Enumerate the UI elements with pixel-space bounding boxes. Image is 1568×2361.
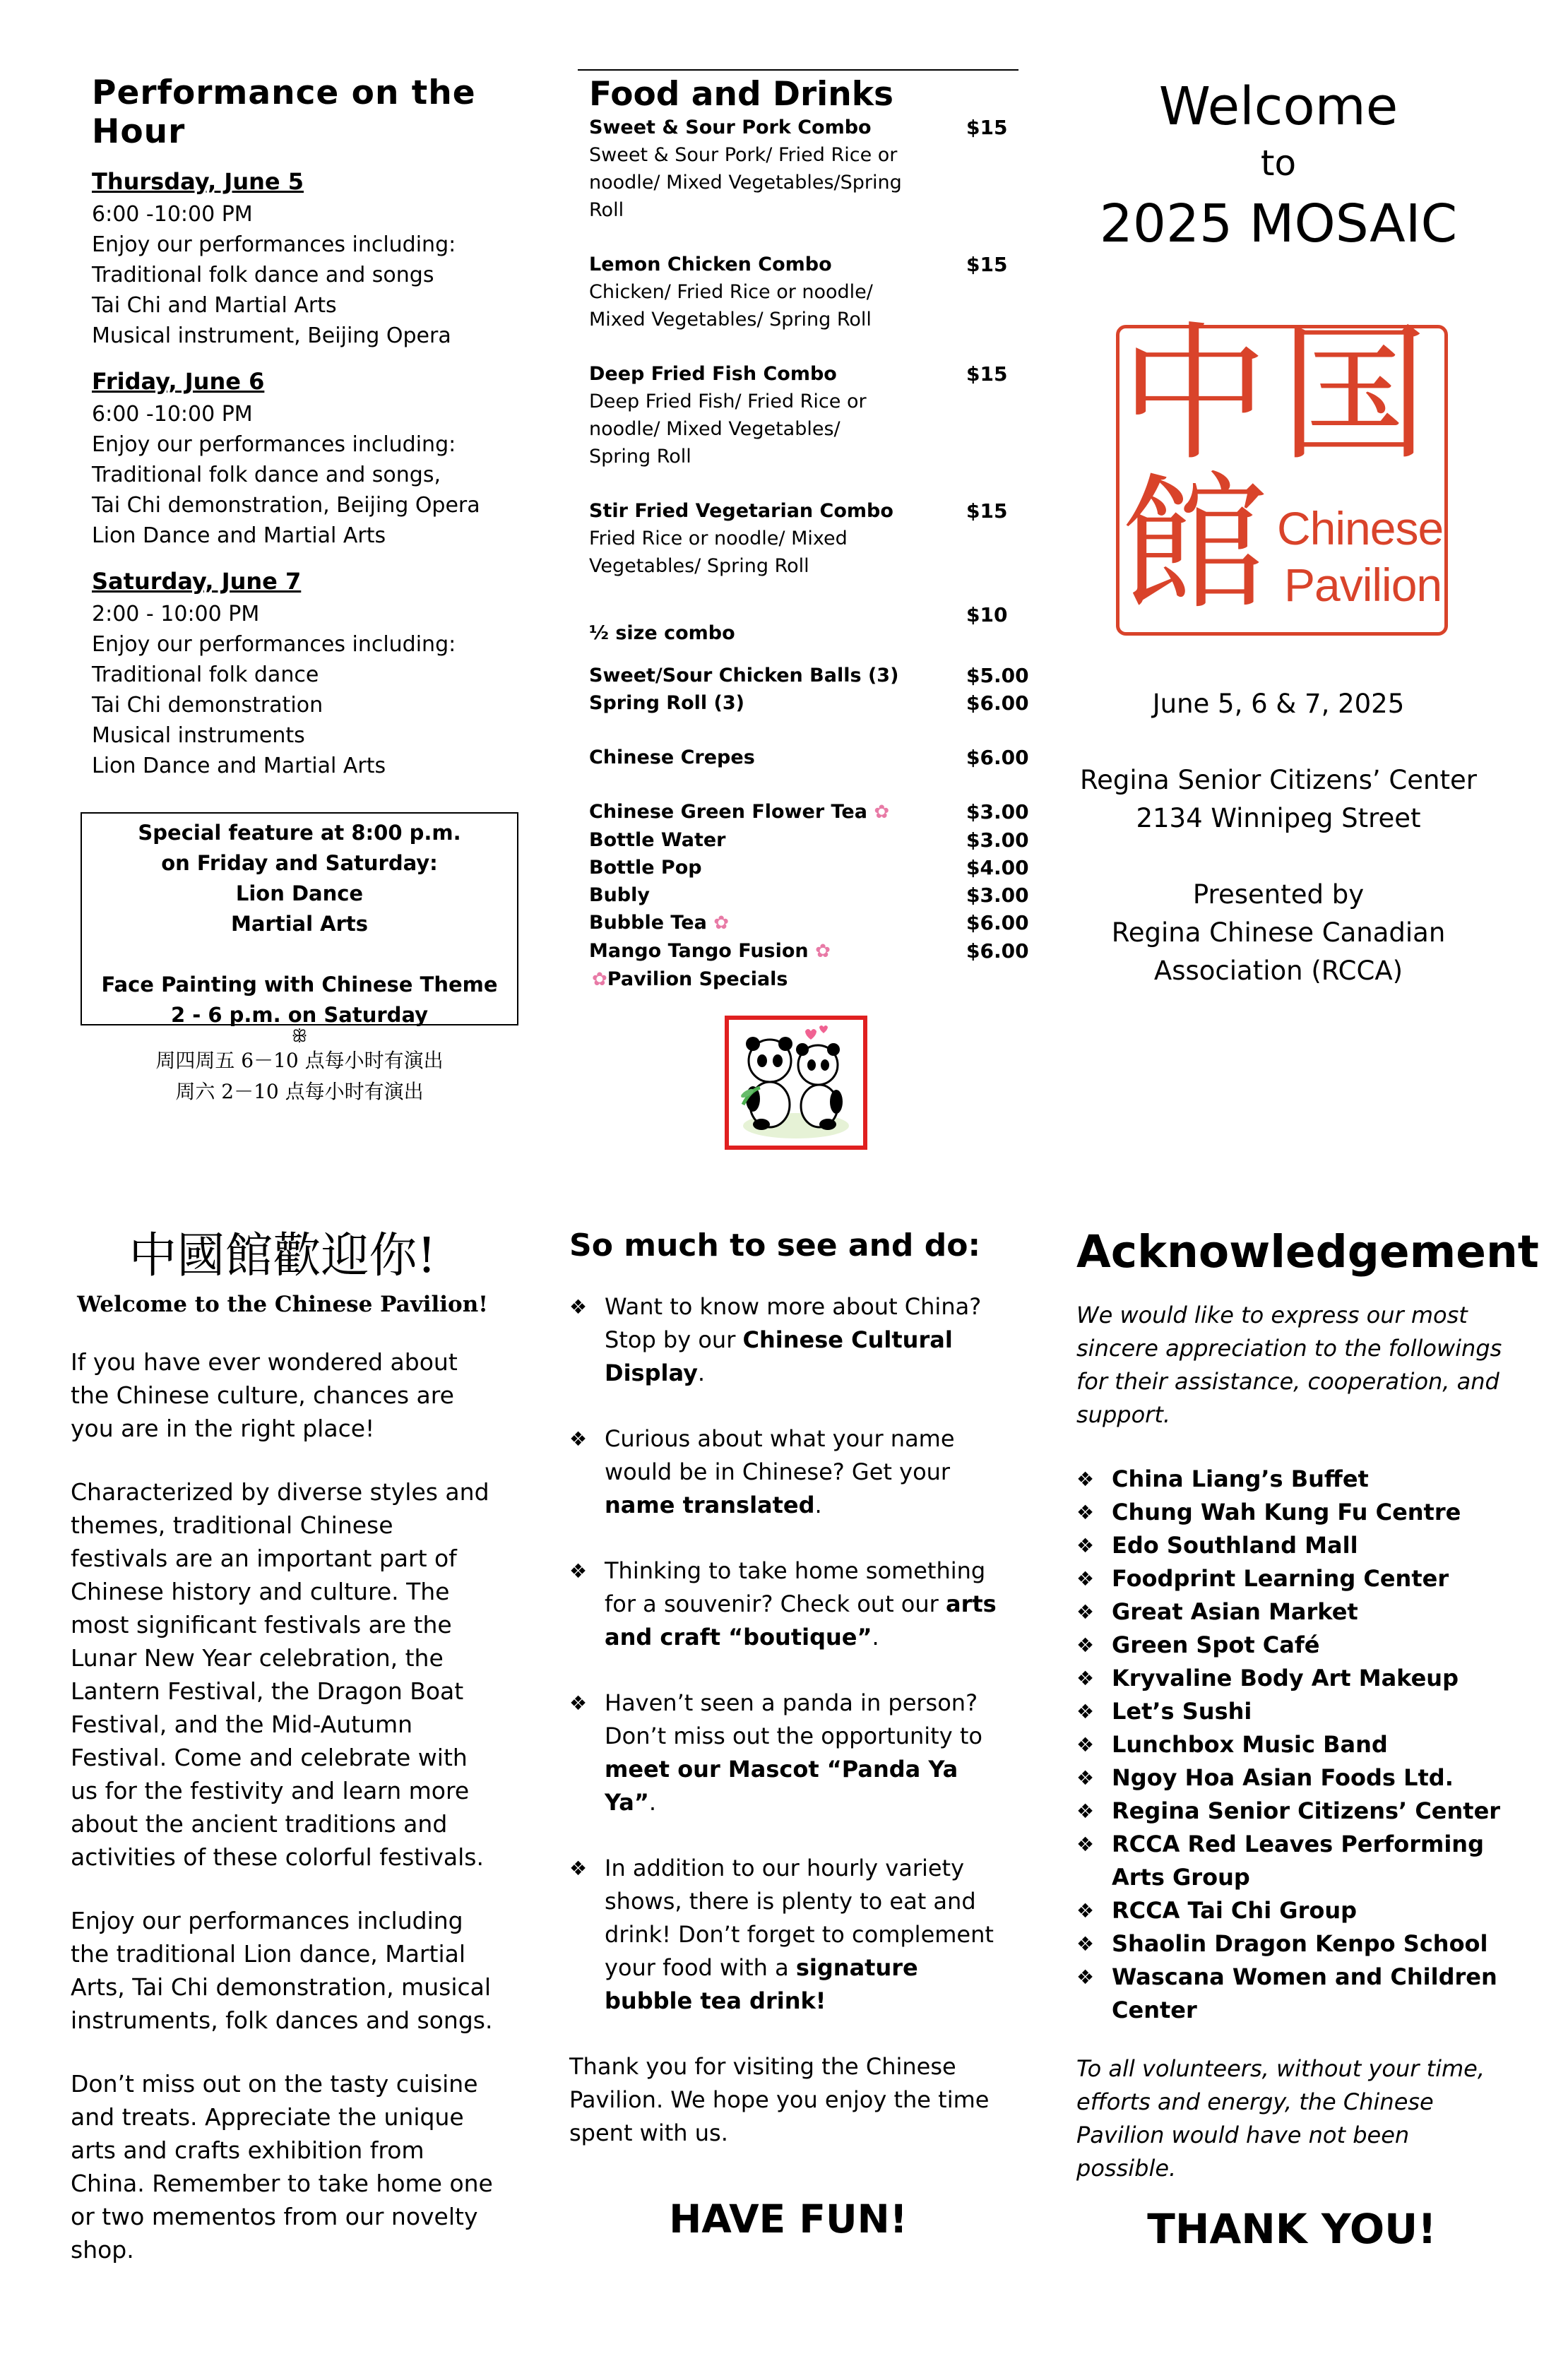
menu-item-name: Deep Fried Fish Combo — [589, 363, 837, 385]
welcome-section — [1059, 75, 1497, 256]
specials-note: Pavilion Specials — [607, 968, 788, 990]
sponsor-list — [1076, 1463, 1507, 2027]
perf-line: 6:00 -10:00 PM — [92, 402, 253, 427]
list-item: ❖ RCCA Red Leaves Performing Arts Group — [1076, 1828, 1507, 1894]
chinese-schedule-line: 周四周五 6－10 点每小时有演出 — [155, 1049, 444, 1072]
performance-day — [92, 168, 544, 351]
list-item: ❖ Kryvaline Body Art Makeup — [1076, 1662, 1507, 1695]
perf-line: Traditional folk dance and songs, — [92, 463, 441, 487]
menu-item — [589, 251, 1027, 333]
presented-by: Presented by — [1192, 879, 1365, 910]
menu-item-price: $15 — [966, 116, 1008, 139]
logo-char: 国 — [1280, 308, 1429, 481]
list-item: ❖ Thinking to take home something for a souvenir? Check out our arts and craft “boutique”. — [569, 1554, 1007, 1654]
bullet-icon: ❖ — [1076, 1600, 1095, 1624]
event-dates: June 5, 6 & 7, 2025 — [1152, 689, 1405, 719]
list-item: ❖ Curious about what your name would be in Chinese? Get your name translated. — [569, 1422, 1007, 1522]
special-line: on Friday and Saturday: — [161, 851, 438, 875]
bullet-icon: ❖ — [1076, 1468, 1095, 1491]
acknowledgement-intro: We would like to express our most sincere appreciation to the followings for their assistance, cooperation, and support. — [1076, 1302, 1502, 1428]
menu-item-name: Lemon Chicken Combo — [589, 254, 832, 275]
acknowledgement-section — [1076, 1226, 1539, 2185]
perf-line: Enjoy our performances including: — [92, 232, 456, 257]
list-item: ❖ Lunchbox Music Band — [1076, 1728, 1507, 1761]
welcome-subtitle: Welcome to the Chinese Pavilion! — [77, 1292, 488, 1317]
ornament-icon: ꕥ — [291, 1026, 308, 1046]
menu-item-name: Bottle Water — [589, 829, 726, 851]
bullet-icon: ❖ — [569, 1857, 588, 1880]
menu-item — [589, 689, 1027, 717]
menu-item-price: $3.00 — [966, 884, 1029, 907]
bullet-icon: ❖ — [1076, 1800, 1095, 1823]
list-item: ❖ Great Asian Market — [1076, 1595, 1507, 1629]
menu-item-name: Mango Tango Fusion — [589, 940, 809, 962]
menu-item-price: $6.00 — [966, 911, 1029, 934]
food-section — [589, 75, 1027, 994]
menu-item — [589, 114, 1027, 224]
menu-item-price: $3.00 — [966, 800, 1029, 823]
menu-item — [589, 937, 1027, 965]
list-item: ❖ China Liang’s Buffet — [1076, 1463, 1507, 1496]
menu-item-desc: Chicken/ Fried Rice or noodle/ — [589, 281, 873, 303]
intro-paragraph: If you have ever wondered about the Chinese culture, chances are you are in the right place! — [71, 1348, 458, 1442]
chinese-schedule — [81, 1027, 518, 1107]
menu-item — [589, 603, 1027, 644]
presenter: Association (RCCA) — [1153, 956, 1403, 986]
menu-item-desc: Roll — [589, 199, 624, 221]
logo-word: Chinese — [1277, 502, 1444, 554]
menu-item-name: Spring Roll (3) — [589, 692, 745, 714]
have-fun: HAVE FUN! — [669, 2196, 908, 2242]
logo-char: 館 — [1120, 458, 1269, 631]
menu-item-name: Chinese Green Flower Tea — [589, 801, 867, 823]
bullet-icon: ❖ — [1076, 1634, 1095, 1657]
menu-item-name: Bubble Tea — [589, 912, 707, 934]
bullet-icon: ❖ — [1076, 1733, 1095, 1756]
chinese-welcome-title: 中國館歡迎你! — [129, 1228, 436, 1284]
panda-icon — [729, 1020, 863, 1146]
divider — [578, 69, 1018, 71]
menu-item-name: Bubly — [589, 884, 650, 906]
menu-item-price: $15 — [966, 362, 1008, 386]
special-line: Special feature at 8:00 p.m. — [138, 821, 461, 845]
chinese-schedule-line: 周六 2－10 点每小时有演出 — [175, 1080, 424, 1103]
bullet-icon: ❖ — [1076, 1833, 1095, 1856]
menu-item-price: $15 — [966, 499, 1008, 523]
menu-item-price: $5.00 — [966, 664, 1029, 687]
intro-paragraph: Characterized by diverse styles and themes, traditional Chinese festivals are an important part of Chinese history and culture. The most significant festivals are the Lunar New Year celebration, the Lantern Festival, the Dragon Boat Festival, and the Mid-Autumn Festival. Come and celebrate with us for the festivity and learn more about the ancient traditions and activities of these colorful festivals. — [71, 1478, 489, 1871]
thank-you: THANK YOU! — [1147, 2205, 1437, 2253]
bullet-icon: ❖ — [1076, 1766, 1095, 1790]
menu-item-price: $6.00 — [966, 746, 1029, 769]
menu-item — [589, 744, 1027, 771]
intro-paragraph: Don’t miss out on the tasty cuisine and treats. Appreciate the unique arts and crafts exhibition from China. Remember to take home one or two mementos from our novelty shop. — [71, 2070, 493, 2264]
list-item: ❖ Green Spot Café — [1076, 1629, 1507, 1662]
closing-text: Thank you for visiting the Chinese Pavilion. We hope you enjoy the time spent with us. — [569, 2053, 990, 2146]
venue-address: 2134 Winnipeg Street — [1136, 803, 1421, 833]
list-item: ❖ Foodprint Learning Center — [1076, 1562, 1507, 1595]
perf-line: Musical instrument, Beijing Opera — [92, 323, 451, 348]
menu-item-name: Chinese Crepes — [589, 747, 755, 768]
list-item: ❖ Haven’t seen a panda in person? Don’t miss out the opportunity to meet our Mascot “Panda Ya Ya”. — [569, 1687, 1007, 1819]
perf-line: Musical instruments — [92, 723, 305, 748]
perf-line: Tai Chi demonstration, Beijing Opera — [92, 493, 480, 518]
menu-item-price: $10 — [966, 603, 1008, 626]
menu-item-desc: Fried Rice or noodle/ Mixed — [589, 528, 848, 549]
see-do-section — [569, 1227, 1007, 2180]
perf-line: Traditional folk dance — [92, 662, 319, 687]
menu-item — [589, 909, 1027, 937]
venue-name: Regina Senior Citizens’ Center — [1080, 765, 1477, 795]
special-line: Face Painting with Chinese Theme — [101, 973, 498, 997]
menu-item-name: Sweet & Sour Pork Combo — [589, 117, 872, 138]
list-item: ❖ Want to know more about China? Stop by our Chinese Cultural Display. — [569, 1290, 1007, 1390]
pavilion-logo — [1116, 308, 1448, 636]
event-info — [1059, 685, 1497, 990]
menu-item-desc: Mixed Vegetables/ Spring Roll — [589, 309, 872, 331]
perf-line: Tai Chi demonstration — [92, 693, 323, 718]
food-title: Food and Drinks — [589, 75, 893, 114]
menu-item-desc: Sweet & Sour Pork/ Fried Rice or — [589, 144, 898, 166]
day-heading: Saturday, June 7 — [92, 568, 302, 595]
perf-line: Lion Dance and Martial Arts — [92, 523, 386, 548]
menu-item — [589, 826, 1027, 854]
intro-paragraph: Enjoy our performances including the traditional Lion dance, Martial Arts, Tai Chi demonstration, musical instruments, folk dances and songs. — [71, 1907, 493, 2034]
bullet-icon: ❖ — [569, 1559, 588, 1583]
list-item: ❖ Let’s Sushi — [1076, 1695, 1507, 1728]
list-item: ❖ Chung Wah Kung Fu Centre — [1076, 1496, 1507, 1529]
menu-item-desc: Deep Fried Fish/ Fried Rice or — [589, 391, 867, 412]
menu-item — [589, 662, 1027, 689]
performance-day — [92, 368, 544, 551]
welcome-to: to — [1260, 143, 1297, 184]
performance-title: Performance on the Hour — [92, 73, 476, 151]
menu-item-desc: Vegetables/ Spring Roll — [589, 555, 809, 577]
day-heading: Friday, June 6 — [92, 368, 265, 395]
bullet-icon: ❖ — [1076, 1899, 1095, 1922]
panda-image — [725, 1016, 867, 1150]
day-heading: Thursday, June 5 — [92, 168, 304, 195]
menu-item-name: Bottle Pop — [589, 857, 702, 879]
flower-icon: ✿ — [815, 941, 831, 962]
bullet-icon: ❖ — [1076, 1700, 1095, 1723]
bullet-icon: ❖ — [1076, 1534, 1095, 1557]
menu-item-price: $15 — [966, 253, 1008, 276]
menu-item-name: Stir Fried Vegetarian Combo — [589, 500, 893, 522]
bullet-icon: ❖ — [1076, 1932, 1095, 1956]
menu-item-desc: Spring Roll — [589, 446, 691, 468]
perf-line: Lion Dance and Martial Arts — [92, 754, 386, 778]
menu-item-price: $6.00 — [966, 691, 1029, 715]
menu-item-desc: noodle/ Mixed Vegetables/ — [589, 418, 841, 440]
list-item: ❖ Regina Senior Citizens’ Center — [1076, 1795, 1507, 1828]
menu-item-name: ½ size combo — [589, 622, 735, 644]
menu-item-desc: noodle/ Mixed Vegetables/Spring — [589, 172, 902, 194]
bullet-icon: ❖ — [1076, 1965, 1095, 1989]
perf-line: Tai Chi and Martial Arts — [92, 293, 337, 318]
perf-line: Enjoy our performances including: — [92, 632, 456, 657]
bullet-icon: ❖ — [569, 1691, 588, 1715]
bullet-icon: ❖ — [1076, 1667, 1095, 1690]
special-line: 2 - 6 p.m. on Saturday — [170, 1003, 429, 1027]
performance-section — [92, 73, 544, 781]
flower-icon: ✿ — [592, 969, 607, 990]
list-item: ❖ Shaolin Dragon Kenpo School — [1076, 1927, 1507, 1961]
see-do-title: So much to see and do: — [569, 1227, 981, 1263]
bullet-icon: ❖ — [1076, 1567, 1095, 1590]
menu-item-price: $4.00 — [966, 856, 1029, 879]
flower-icon: ✿ — [874, 802, 890, 823]
list-item: ❖ RCCA Tai Chi Group — [1076, 1894, 1507, 1927]
special-feature-box — [81, 812, 518, 1025]
welcome-title: Welcome — [1158, 76, 1398, 137]
logo-char: 中 — [1120, 308, 1269, 481]
intro-section — [71, 1218, 494, 2297]
list-item: ❖ In addition to our hourly variety shows, there is plenty to eat and drink! Don’t forget to complement your food with a signature bubble tea drink! — [569, 1852, 1007, 2018]
menu-item-price: $6.00 — [966, 939, 1029, 963]
special-line: Lion Dance — [235, 881, 364, 905]
menu-item-price: $3.00 — [966, 828, 1029, 852]
special-line: Martial Arts — [230, 912, 368, 936]
list-item: ❖ Wascana Women and Children Center — [1076, 1961, 1507, 2027]
bullet-icon: ❖ — [569, 1427, 588, 1451]
menu-item — [589, 798, 1027, 826]
bullet-icon: ❖ — [569, 1295, 588, 1319]
menu-item — [589, 360, 1027, 470]
perf-line: 2:00 - 10:00 PM — [92, 602, 260, 626]
logo-word: Pavilion — [1284, 559, 1442, 611]
performance-day — [92, 568, 544, 781]
perf-line: Traditional folk dance and songs — [92, 263, 434, 287]
acknowledgement-title: Acknowledgement — [1076, 1226, 1539, 1278]
event-title: 2025 MOSAIC — [1099, 194, 1458, 254]
perf-line: 6:00 -10:00 PM — [92, 202, 253, 227]
menu-item — [589, 854, 1027, 881]
menu-item — [589, 497, 1027, 580]
list-item: ❖ Edo Southland Mall — [1076, 1529, 1507, 1562]
menu-item-name: Sweet/Sour Chicken Balls (3) — [589, 665, 899, 686]
menu-item — [589, 881, 1027, 909]
presenter: Regina Chinese Canadian — [1111, 917, 1446, 948]
perf-line: Enjoy our performances including: — [92, 432, 456, 457]
volunteers-note: To all volunteers, without your time, efforts and energy, the Chinese Pavilion would have not been possible. — [1076, 2055, 1485, 2182]
list-item: ❖ Ngoy Hoa Asian Foods Ltd. — [1076, 1761, 1507, 1795]
flower-icon: ✿ — [713, 912, 729, 934]
bullet-icon: ❖ — [1076, 1501, 1095, 1524]
